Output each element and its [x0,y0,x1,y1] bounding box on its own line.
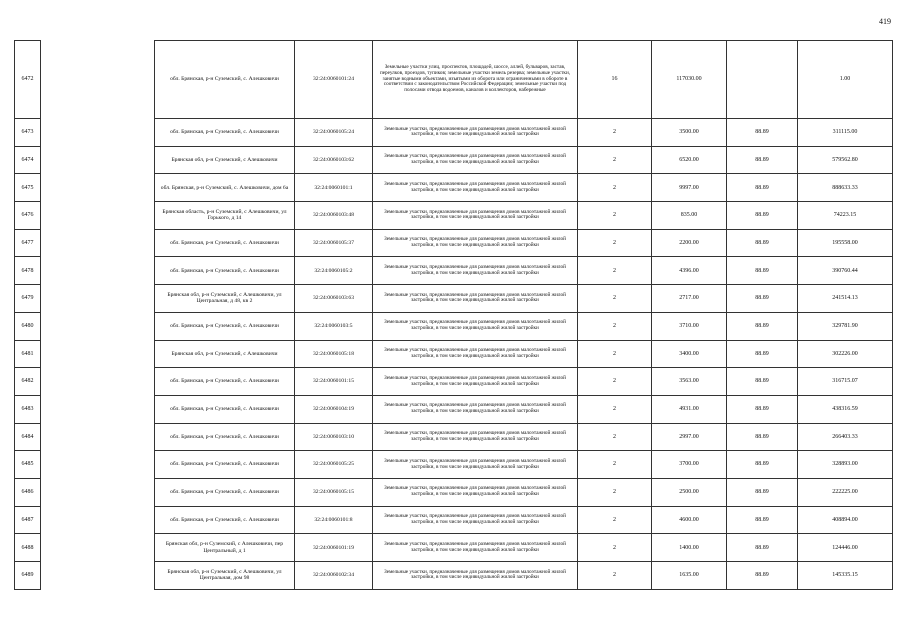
cadastral-value-table [14,40,893,590]
table-row [15,119,893,147]
area-cell: 2500.00 [652,478,727,506]
spacer-cell [41,119,155,147]
table-row [15,451,893,479]
table-body [15,41,893,590]
group-cell: 2 [578,451,652,479]
table-row [15,368,893,396]
address-cell: Брянская обл, р-н Суземский, с Алешковичи, пер Центральный, д 1 [155,534,295,562]
cadastral-number-cell: 32:24:0060105:15 [295,478,373,506]
cadastral-value-cell: 408894.00 [798,506,893,534]
cadastral-value-cell: 390760.44 [798,257,893,285]
land-use-cell: Земельные участки, предназначенные для размещения домов малоэтажной жилой застройки, в том числе индивидуальной жилой застройки [373,423,578,451]
cadastral-value-cell: 145335.15 [798,562,893,590]
specific-value-cell: 88.89 [727,395,798,423]
group-cell: 2 [578,257,652,285]
spacer-cell [41,395,155,423]
address-cell: обл. Брянская, р-н Суземский, с. Алешковичи [155,41,295,119]
cadastral-number-cell: 32:24:0060103:62 [295,146,373,174]
row-number-cell: 6479 [15,285,41,313]
spacer-cell [41,257,155,285]
address-cell: Брянская обл, р-н Суземский, с Алешковичи, ул Центральная, д 48, кв 2 [155,285,295,313]
cadastral-number-cell: 32:24:0060103:48 [295,202,373,230]
cadastral-number-cell: 32:24:0060101:1 [295,174,373,202]
specific-value-cell: 88.89 [727,257,798,285]
row-number-cell: 6477 [15,229,41,257]
area-cell: 4600.00 [652,506,727,534]
land-use-cell: Земельные участки, предназначенные для размещения домов малоэтажной жилой застройки, в том числе индивидуальной жилой застройки [373,368,578,396]
specific-value-cell: 88.89 [727,146,798,174]
spacer-cell [41,451,155,479]
address-cell: обл. Брянская, р-н Суземский, с. Алешковичи [155,478,295,506]
cadastral-number-cell: 32:24:0060105:24 [295,119,373,147]
cadastral-value-cell: 74223.15 [798,202,893,230]
address-cell: обл. Брянская, р-н Суземский, с. Алешковичи [155,257,295,285]
cadastral-value-cell: 124446.00 [798,534,893,562]
area-cell: 9997.00 [652,174,727,202]
address-cell: обл. Брянская, р-н Суземский, с. Алешковичи [155,423,295,451]
group-cell: 16 [578,41,652,119]
table-row [15,506,893,534]
specific-value-cell: 88.89 [727,506,798,534]
row-number-cell: 6484 [15,423,41,451]
address-cell: Брянская область, р-н Суземский, с Алешковичи, ул Горького, д 14 [155,202,295,230]
spacer-cell [41,174,155,202]
cadastral-number-cell: 32:24:0060101:15 [295,368,373,396]
area-cell: 3700.00 [652,451,727,479]
cadastral-number-cell: 32:24:0060105:25 [295,451,373,479]
cadastral-number-cell: 32:24:0060101:19 [295,534,373,562]
group-cell: 2 [578,229,652,257]
spacer-cell [41,368,155,396]
group-cell: 2 [578,478,652,506]
cadastral-number-cell: 32:24:0060105:2 [295,257,373,285]
group-cell: 2 [578,423,652,451]
table-row [15,395,893,423]
group-cell: 2 [578,534,652,562]
table-row [15,534,893,562]
row-number-cell: 6483 [15,395,41,423]
cadastral-number-cell: 32:24:0060101:8 [295,506,373,534]
area-cell: 2997.00 [652,423,727,451]
page-number: 419 [879,17,891,26]
row-number-cell: 6487 [15,506,41,534]
land-use-cell: Земельные участки, предназначенные для размещения домов малоэтажной жилой застройки, в том числе индивидуальной жилой застройки [373,229,578,257]
area-cell: 3500.00 [652,119,727,147]
land-use-cell: Земельные участки, предназначенные для размещения домов малоэтажной жилой застройки, в том числе индивидуальной жилой застройки [373,451,578,479]
address-cell: обл. Брянская, р-н Суземский, с. Алешковичи, дом 6а [155,174,295,202]
cadastral-value-cell: 328893.00 [798,451,893,479]
spacer-cell [41,146,155,174]
row-number-cell: 6480 [15,312,41,340]
table-row [15,257,893,285]
spacer-cell [41,423,155,451]
cadastral-value-cell: 302226.00 [798,340,893,368]
row-number-cell: 6482 [15,368,41,396]
specific-value-cell: 88.89 [727,202,798,230]
address-cell: обл. Брянская, р-н Суземский, с. Алешковичи [155,451,295,479]
spacer-cell [41,41,155,119]
land-use-cell: Земельные участки, предназначенные для размещения домов малоэтажной жилой застройки, в том числе индивидуальной жилой застройки [373,534,578,562]
cadastral-value-cell: 195558.00 [798,229,893,257]
address-cell: обл. Брянская, р-н Суземский, с. Алешковичи [155,506,295,534]
table-row [15,202,893,230]
spacer-cell [41,229,155,257]
group-cell: 2 [578,285,652,313]
specific-value-cell: 88.89 [727,174,798,202]
land-use-cell: Земельные участки, предназначенные для размещения домов малоэтажной жилой застройки, в том числе индивидуальной жилой застройки [373,506,578,534]
cadastral-number-cell: 32:24:0060101:24 [295,41,373,119]
specific-value-cell: 88.89 [727,534,798,562]
specific-value-cell: 88.89 [727,285,798,313]
cadastral-value-cell: 579562.80 [798,146,893,174]
row-number-cell: 6486 [15,478,41,506]
cadastral-value-cell: 329781.90 [798,312,893,340]
row-number-cell: 6476 [15,202,41,230]
land-use-cell: Земельные участки, предназначенные для размещения домов малоэтажной жилой застройки, в том числе индивидуальной жилой застройки [373,312,578,340]
cadastral-value-cell: 888633.33 [798,174,893,202]
table-row [15,312,893,340]
row-number-cell: 6489 [15,562,41,590]
address-cell: обл. Брянская, р-н Суземский, с. Алешковичи [155,229,295,257]
cadastral-value-cell: 1.00 [798,41,893,119]
group-cell: 2 [578,146,652,174]
table-row [15,423,893,451]
row-number-cell: 6475 [15,174,41,202]
group-cell: 2 [578,506,652,534]
land-use-cell: Земельные участки, предназначенные для размещения домов малоэтажной жилой застройки, в том числе индивидуальной жилой застройки [373,174,578,202]
spacer-cell [41,562,155,590]
area-cell: 3563.00 [652,368,727,396]
area-cell: 4396.00 [652,257,727,285]
cadastral-number-cell: 32:24:0060103:63 [295,285,373,313]
spacer-cell [41,340,155,368]
address-cell: Брянская обл, р-н Суземский, с Алешковичи [155,340,295,368]
area-cell: 2200.00 [652,229,727,257]
spacer-cell [41,312,155,340]
area-cell: 3710.00 [652,312,727,340]
specific-value-cell: 88.89 [727,562,798,590]
area-cell: 3400.00 [652,340,727,368]
specific-value-cell: 88.89 [727,312,798,340]
table-row [15,562,893,590]
spacer-cell [41,202,155,230]
table-row [15,146,893,174]
cadastral-number-cell: 32:24:0060104:19 [295,395,373,423]
land-use-cell: Земельные участки, предназначенные для размещения домов малоэтажной жилой застройки, в том числе индивидуальной жилой застройки [373,202,578,230]
specific-value-cell: 88.89 [727,478,798,506]
table-row [15,340,893,368]
land-use-cell: Земельные участки, предназначенные для размещения домов малоэтажной жилой застройки, в том числе индивидуальной жилой застройки [373,478,578,506]
row-number-cell: 6481 [15,340,41,368]
group-cell: 2 [578,312,652,340]
area-cell: 2717.00 [652,285,727,313]
cadastral-value-cell: 311115.00 [798,119,893,147]
spacer-cell [41,478,155,506]
cadastral-value-cell: 222225.00 [798,478,893,506]
specific-value-cell: 88.89 [727,451,798,479]
land-use-cell: Земельные участки улиц, проспектов, площадей, шоссе, аллей, бульваров, застав, переулков, проездов, тупиков; земельные участки земель резерва; земельные участки, занятые водными объектами, изъятыми из оборота или ограниченными в обороте в соответствии с законодательством Российской Федерации; земельные участки под полосами отвода водоемов, каналов и коллекторов, набережные [373,41,578,119]
cadastral-value-cell: 266403.33 [798,423,893,451]
group-cell: 2 [578,174,652,202]
group-cell: 2 [578,562,652,590]
land-use-cell: Земельные участки, предназначенные для размещения домов малоэтажной жилой застройки, в том числе индивидуальной жилой застройки [373,285,578,313]
row-number-cell: 6474 [15,146,41,174]
land-use-cell: Земельные участки, предназначенные для размещения домов малоэтажной жилой застройки, в том числе индивидуальной жилой застройки [373,562,578,590]
area-cell: 1635.00 [652,562,727,590]
specific-value-cell: 88.89 [727,423,798,451]
cadastral-number-cell: 32:24:0060103:10 [295,423,373,451]
row-number-cell: 6485 [15,451,41,479]
spacer-cell [41,534,155,562]
row-number-cell: 6478 [15,257,41,285]
land-use-cell: Земельные участки, предназначенные для размещения домов малоэтажной жилой застройки, в том числе индивидуальной жилой застройки [373,257,578,285]
row-number-cell: 6473 [15,119,41,147]
row-number-cell: 6472 [15,41,41,119]
cadastral-value-cell: 241514.13 [798,285,893,313]
area-cell: 835.00 [652,202,727,230]
group-cell: 2 [578,368,652,396]
group-cell: 2 [578,395,652,423]
group-cell: 2 [578,340,652,368]
cadastral-value-cell: 316715.07 [798,368,893,396]
address-cell: Брянская обл, р-н Суземский, с Алешковичи [155,146,295,174]
specific-value-cell: 88.89 [727,340,798,368]
area-cell: 4931.00 [652,395,727,423]
cadastral-number-cell: 32:24:0060105:18 [295,340,373,368]
specific-value-cell: 88.89 [727,119,798,147]
table-row [15,174,893,202]
group-cell: 2 [578,119,652,147]
table-row [15,41,893,119]
land-use-cell: Земельные участки, предназначенные для размещения домов малоэтажной жилой застройки, в том числе индивидуальной жилой застройки [373,119,578,147]
group-cell: 2 [578,202,652,230]
specific-value-cell [727,41,798,119]
address-cell: обл. Брянская, р-н Суземский, с. Алешковичи [155,312,295,340]
row-number-cell: 6488 [15,534,41,562]
land-use-cell: Земельные участки, предназначенные для размещения домов малоэтажной жилой застройки, в том числе индивидуальной жилой застройки [373,146,578,174]
land-use-cell: Земельные участки, предназначенные для размещения домов малоэтажной жилой застройки, в том числе индивидуальной жилой застройки [373,340,578,368]
address-cell: обл. Брянская, р-н Суземский, с. Алешковичи [155,395,295,423]
address-cell: обл. Брянская, р-н Суземский, с. Алешковичи [155,119,295,147]
area-cell: 1400.00 [652,534,727,562]
table-row [15,229,893,257]
land-use-cell: Земельные участки, предназначенные для размещения домов малоэтажной жилой застройки, в том числе индивидуальной жилой застройки [373,395,578,423]
cadastral-number-cell: 32:24:0060102:34 [295,562,373,590]
area-cell: 117030.00 [652,41,727,119]
table-row [15,285,893,313]
cadastral-number-cell: 32:24:0060103:5 [295,312,373,340]
table-row [15,478,893,506]
area-cell: 6520.00 [652,146,727,174]
cadastral-number-cell: 32:24:0060105:37 [295,229,373,257]
specific-value-cell: 88.89 [727,229,798,257]
address-cell: Брянская обл, р-н Суземский, с Алешковичи, ул Центральная, дом 98 [155,562,295,590]
cadastral-value-cell: 438316.59 [798,395,893,423]
spacer-cell [41,506,155,534]
address-cell: обл. Брянская, р-н Суземский, с. Алешковичи [155,368,295,396]
spacer-cell [41,285,155,313]
specific-value-cell: 88.89 [727,368,798,396]
